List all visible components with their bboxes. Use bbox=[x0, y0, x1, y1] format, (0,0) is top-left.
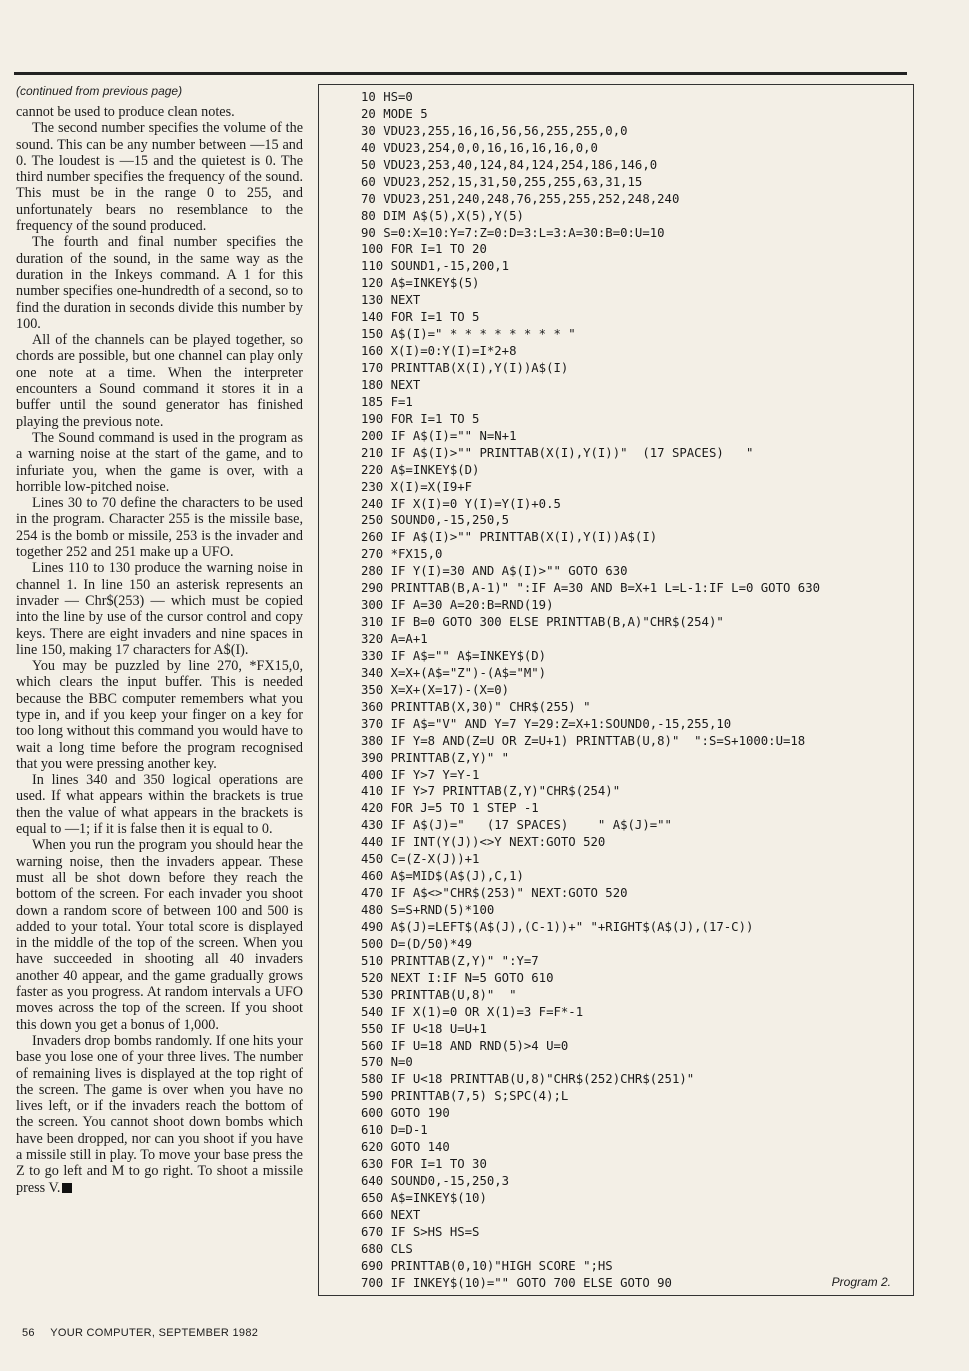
article-paragraph: cannot be used to produce clean notes. bbox=[16, 104, 235, 120]
code-line: 540 IF X(1)=0 OR X(1)=3 F=F*-1 bbox=[361, 1004, 584, 1019]
page-footer bbox=[22, 1327, 258, 1339]
code-line: 310 IF B=0 GOTO 300 ELSE PRINTTAB(B,A)"CHR$(254)" bbox=[361, 615, 724, 630]
code-line: 620 GOTO 140 bbox=[361, 1140, 450, 1155]
code-line: 390 PRINTTAB(Z,Y)" " bbox=[361, 750, 510, 765]
code-line: 380 IF Y=8 AND(Z=U OR Z=U+1) PRINTTAB(U,8)" ":S=S+1000:U=18 bbox=[361, 733, 806, 748]
article-paragraph: The second number specifies the volume of the sound. This can be any number between —15 and 0. The loudest is —15 and the quietest is 0. The third number specifies the frequency of the sound. This must be in the range 0 to 255, and unfortunately bears no resemblance to the frequency of the sound produced. bbox=[16, 120, 303, 235]
code-line: 450 C=(Z-X(J))+1 bbox=[361, 852, 480, 867]
code-line: 185 F=1 bbox=[361, 394, 413, 409]
code-line: 280 IF Y(I)=30 AND A$(I)>"" GOTO 630 bbox=[361, 564, 628, 579]
code-line: 650 A$=INKEY$(10) bbox=[361, 1190, 487, 1205]
code-line: 640 SOUND0,-15,250,3 bbox=[361, 1174, 510, 1188]
code-line: 180 NEXT bbox=[361, 377, 421, 392]
code-line: 80 DIM A$(5),X(5),Y(5) bbox=[361, 208, 524, 223]
code-line: 600 GOTO 190 bbox=[361, 1106, 450, 1121]
code-line: 210 IF A$(I)>"" PRINTTAB(X(I),Y(I))" (17 SPACES) " bbox=[361, 445, 754, 460]
code-line: 200 IF A$(I)="" N=N+1 bbox=[361, 428, 517, 443]
code-line: 690 PRINTTAB(0,10)"HIGH SCORE ";HS bbox=[361, 1258, 613, 1273]
code-line: 510 PRINTTAB(Z,Y)" ":Y=7 bbox=[361, 953, 539, 968]
article-paragraph: When you run the program you should hear the warning noise, then the invaders appear. These must all be shot down before they reach the bottom of the screen. For each invader you shoot down a random score of between 100 and 500 is added to your total. Your total score is displayed in the middle of the top of the screen. When you have succeeded in shooting all 40 invaders another 40 appear, and the game gradually grows faster as you progress. At random intervals a UFO moves across the top of the screen. If you shoot this down you get a bonus of 1,000. bbox=[16, 837, 303, 1033]
code-line: 330 IF A$="" A$=INKEY$(D) bbox=[361, 648, 547, 663]
program-listing-box bbox=[318, 84, 914, 1296]
code-line: 580 IF U<18 PRINTTAB(U,8)"CHR$(252)CHR$(251)" bbox=[361, 1072, 695, 1087]
code-line: 230 X(I)=X(I9+F bbox=[361, 479, 473, 494]
code-line: 260 IF A$(I)>"" PRINTTAB(X(I),Y(I))A$(I) bbox=[361, 530, 658, 545]
code-line: 490 A$(J)=LEFT$(A$(J),(C-1))+" "+RIGHT$(A$(J),(17-C)) bbox=[361, 919, 754, 934]
code-line: 120 A$=INKEY$(5) bbox=[361, 276, 480, 291]
article-paragraph: The Sound command is used in the program as a warning noise at the start of the game, and to infuriate you, when the game is over, with a horrible low-pitched noise. bbox=[16, 429, 303, 495]
code-line: 60 VDU23,252,15,31,50,255,255,63,31,15 bbox=[361, 174, 643, 189]
code-line: 70 VDU23,251,240,248,76,255,255,252,248,240 bbox=[361, 191, 680, 206]
code-line: 90 S=0:X=10:Y=7:Z=0:D=3:L=3:A=30:B=0:U=10 bbox=[361, 225, 665, 240]
code-line: 700 IF INKEY$(10)="" GOTO 700 ELSE GOTO 90 bbox=[361, 1275, 672, 1290]
code-listing bbox=[361, 89, 820, 1292]
code-line: 270 *FX15,0 bbox=[361, 547, 443, 562]
code-line: 190 FOR I=1 TO 5 bbox=[361, 411, 480, 426]
code-line: 660 NEXT bbox=[361, 1207, 421, 1222]
code-line: 430 IF A$(J)=" (17 SPACES) " A$(J)="" bbox=[361, 818, 672, 833]
publication-line: YOUR COMPUTER, SEPTEMBER 1982 bbox=[50, 1327, 259, 1339]
code-line: 100 FOR I=1 TO 20 bbox=[361, 242, 487, 257]
article-paragraph: In lines 340 and 350 logical operations are used. If what appears within the brackets is true then the value of what appears in the brackets is equal to —1; if it is false then it is equal to 0. bbox=[16, 772, 303, 838]
code-line: 320 A=A+1 bbox=[361, 632, 428, 646]
code-line: 570 N=0 bbox=[361, 1055, 413, 1070]
code-line: 150 A$(I)=" * * * * * * * * " bbox=[361, 327, 576, 342]
header-rule bbox=[14, 72, 907, 75]
continued-note: (continued from previous page) bbox=[16, 84, 183, 98]
code-line: 340 X=X+(A$="Z")-(A$="M") bbox=[361, 665, 547, 680]
article-paragraph: Invaders drop bombs randomly. If one hits your base you lose one of your three lives. The number of remaining lives is displayed at the top right of the screen. The game is over when you have no lives left, or if the invaders reach the bottom of the screen. You cannot shoot down bombs which have been dropped, nor can you shoot if you have a missile still in play. To move your base press the Z to go left and M to go right. To shoot a missile press V. bbox=[16, 1032, 303, 1196]
code-line: 500 D=(D/50)*49 bbox=[361, 936, 473, 951]
article-paragraph: The fourth and final number specifies the duration of the sound, in the same way as the duration in the Inkeys command. A 1 for this number specifies one-hundredth of a second, so to find the duration in seconds divide this number by 100. bbox=[16, 234, 303, 332]
code-line: 20 MODE 5 bbox=[361, 106, 428, 121]
code-line: 370 IF A$="V" AND Y=7 Y=29:Z=X+1:SOUND0,-15,255,10 bbox=[361, 716, 732, 731]
code-line: 40 VDU23,254,0,0,16,16,16,16,0,0 bbox=[361, 140, 598, 155]
code-line: 290 PRINTTAB(B,A-1)" ":IF A=30 AND B=X+1 L=L-1:IF L=0 GOTO 630 bbox=[361, 581, 821, 596]
code-line: 110 SOUND1,-15,200,1 bbox=[361, 259, 510, 274]
code-line: 470 IF A$<>"CHR$(253)" NEXT:GOTO 520 bbox=[361, 886, 628, 901]
code-line: 160 X(I)=0:Y(I)=I*2+8 bbox=[361, 344, 517, 359]
code-line: 220 A$=INKEY$(D) bbox=[361, 462, 480, 477]
code-line: 350 X=X+(X=17)-(X=0) bbox=[361, 682, 510, 697]
code-line: 630 FOR I=1 TO 30 bbox=[361, 1157, 487, 1172]
code-line: 610 D=D-1 bbox=[361, 1123, 428, 1138]
code-line: 30 VDU23,255,16,16,56,56,255,255,0,0 bbox=[361, 123, 628, 138]
code-line: 130 NEXT bbox=[361, 293, 421, 308]
code-line: 590 PRINTTAB(7,5) S;SPC(4);L bbox=[361, 1089, 569, 1104]
program-caption: Program 2. bbox=[831, 1275, 891, 1289]
code-line: 420 FOR J=5 TO 1 STEP -1 bbox=[361, 801, 539, 816]
article-paragraph: Lines 30 to 70 define the characters to be used in the program. Character 255 is the missile base, 254 is the bomb or missile, 253 is the invader and together 252 and 251 make up a UFO. bbox=[16, 495, 303, 561]
code-line: 410 IF Y>7 PRINTTAB(Z,Y)"CHR$(254)" bbox=[361, 784, 621, 799]
code-line: 440 IF INT(Y(J))<>Y NEXT:GOTO 520 bbox=[361, 835, 606, 850]
code-line: 460 A$=MID$(A$(J),C,1) bbox=[361, 869, 524, 884]
code-line: 360 PRINTTAB(X,30)" CHR$(255) " bbox=[361, 699, 591, 714]
article-paragraph: Lines 110 to 130 produce the warning noise in channel 1. In line 150 an asterisk represents an invader — Chr$(253) — which must be copied into the line by use of the cursor control and copy keys. There are eight invaders and nine spaces in line 150, making 17 characters for A$(I). bbox=[16, 560, 303, 658]
code-line: 10 HS=0 bbox=[361, 90, 413, 104]
code-line: 300 IF A=30 A=20:B=RND(19) bbox=[361, 598, 554, 613]
code-line: 50 VDU23,253,40,124,84,124,254,186,146,0 bbox=[361, 157, 658, 172]
code-line: 680 CLS bbox=[361, 1241, 413, 1256]
code-line: 530 PRINTTAB(U,8)" " bbox=[361, 987, 517, 1002]
page-number: 56 bbox=[22, 1327, 35, 1339]
code-line: 400 IF Y>7 Y=Y-1 bbox=[361, 767, 480, 782]
end-mark-icon bbox=[62, 1183, 72, 1193]
code-line: 560 IF U=18 AND RND(5)>4 U=0 bbox=[361, 1038, 569, 1053]
code-line: 520 NEXT I:IF N=5 GOTO 610 bbox=[361, 970, 554, 985]
article-paragraph: All of the channels can be played together, so chords are possible, but one channel can play only one note at a time. When the interpreter encounters a Sound command it stores it in a buffer until the sound generator has finished playing the previous note. bbox=[16, 332, 303, 430]
code-line: 250 SOUND0,-15,250,5 bbox=[361, 513, 510, 528]
code-line: 170 PRINTTAB(X(I),Y(I))A$(I) bbox=[361, 361, 569, 375]
code-line: 480 S=S+RND(5)*100 bbox=[361, 903, 495, 917]
code-line: 140 FOR I=1 TO 5 bbox=[361, 310, 480, 325]
article-paragraph: You may be puzzled by line 270, *FX15,0, which clears the input buffer. This is needed because the BBC computer remembers what you type in, and if you keep your finger on a key for too long without this command you would have to wait a long time before the program recognised that you were pressing another key. bbox=[16, 658, 303, 772]
code-line: 550 IF U<18 U=U+1 bbox=[361, 1021, 487, 1036]
code-line: 670 IF S>HS HS=S bbox=[361, 1224, 480, 1239]
code-line: 240 IF X(I)=0 Y(I)=Y(I)+0.5 bbox=[361, 496, 561, 511]
article-column bbox=[16, 104, 303, 1304]
